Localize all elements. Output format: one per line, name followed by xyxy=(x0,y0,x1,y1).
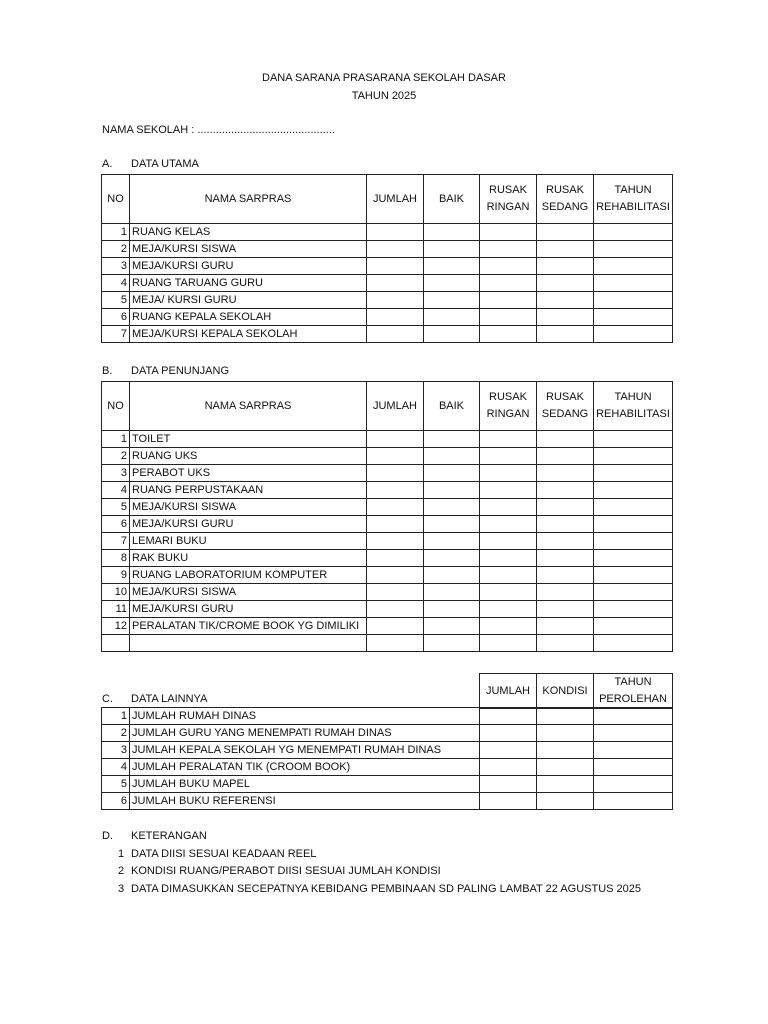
row-number: 5 xyxy=(102,776,130,793)
row-number: 7 xyxy=(102,326,130,343)
table-row xyxy=(102,448,673,465)
item-name: PERABOT UKS xyxy=(130,465,367,482)
table-row xyxy=(102,618,673,635)
rusak-ringan-cell[interactable] xyxy=(480,533,537,550)
jumlah-cell[interactable] xyxy=(480,759,537,776)
item-name: JUMLAH PERALATAN TIK (CROOM BOOK) xyxy=(130,759,480,776)
row-number: 12 xyxy=(102,618,130,635)
tahun-rehabilitasi-cell[interactable] xyxy=(594,309,673,326)
tahun-rehabilitasi-cell[interactable] xyxy=(594,601,673,618)
baik-cell[interactable] xyxy=(424,567,480,584)
table-row xyxy=(102,793,673,810)
item-name: JUMLAH BUKU MAPEL xyxy=(130,776,480,793)
rusak-ringan-cell[interactable] xyxy=(480,601,537,618)
table-row xyxy=(102,550,673,567)
data-utama-table xyxy=(101,174,673,343)
rusak-ringan-cell[interactable] xyxy=(480,618,537,635)
rusak-ringan-cell[interactable] xyxy=(480,550,537,567)
tahun-rehabilitasi-cell[interactable] xyxy=(594,431,673,448)
table-row xyxy=(102,326,673,343)
item-name: RAK BUKU xyxy=(130,550,367,567)
kondisi-cell[interactable] xyxy=(537,708,594,725)
data-lainnya-header xyxy=(479,673,673,709)
jumlah-cell[interactable] xyxy=(480,776,537,793)
rusak-ringan-cell[interactable] xyxy=(480,431,537,448)
baik-cell[interactable] xyxy=(424,601,480,618)
tahun-perolehan-cell[interactable] xyxy=(594,759,673,776)
jumlah-cell[interactable] xyxy=(367,567,424,584)
tahun-rehabilitasi-cell[interactable] xyxy=(594,465,673,482)
rusak-ringan-cell[interactable] xyxy=(480,258,537,275)
rusak-sedang-cell[interactable] xyxy=(537,309,594,326)
baik-cell[interactable] xyxy=(424,550,480,567)
table-row xyxy=(102,759,673,776)
row-number: 1 xyxy=(102,224,130,241)
table-row xyxy=(102,499,673,516)
data-lainnya-table xyxy=(101,707,673,810)
row-number: 4 xyxy=(102,275,130,292)
table-row xyxy=(102,601,673,618)
rusak-sedang-cell[interactable] xyxy=(537,550,594,567)
jumlah-cell[interactable] xyxy=(367,550,424,567)
table-row xyxy=(102,482,673,499)
item-name xyxy=(130,635,367,652)
jumlah-cell[interactable] xyxy=(367,448,424,465)
item-name: MEJA/KURSI GURU xyxy=(130,516,367,533)
row-number: 3 xyxy=(102,465,130,482)
rusak-ringan-cell[interactable] xyxy=(480,292,537,309)
item-name: RUANG KELAS xyxy=(130,224,367,241)
item-name: JUMLAH RUMAH DINAS xyxy=(130,708,480,725)
item-name: TOILET xyxy=(130,431,367,448)
row-number: 2 xyxy=(102,448,130,465)
section-b-title: DATA PENUNJANG xyxy=(131,365,229,377)
col-rusak-ringan: RUSAK RINGAN xyxy=(480,175,537,224)
table-row xyxy=(102,292,673,309)
tahun-rehabilitasi-cell[interactable] xyxy=(594,275,673,292)
kondisi-cell[interactable] xyxy=(537,776,594,793)
tahun-perolehan-cell[interactable] xyxy=(594,793,673,810)
rusak-sedang-cell[interactable] xyxy=(537,635,594,652)
item-name: RUANG UKS xyxy=(130,448,367,465)
jumlah-cell[interactable] xyxy=(367,326,424,343)
baik-cell[interactable] xyxy=(424,465,480,482)
jumlah-cell[interactable] xyxy=(367,275,424,292)
col-tahun-rehabilitasi: TAHUN REHABILITASI xyxy=(594,175,673,224)
item-name: JUMLAH BUKU REFERENSI xyxy=(130,793,480,810)
baik-cell[interactable] xyxy=(424,499,480,516)
jumlah-cell[interactable] xyxy=(367,499,424,516)
jumlah-cell[interactable] xyxy=(367,635,424,652)
jumlah-cell[interactable] xyxy=(367,618,424,635)
col-baik: BAIK xyxy=(424,382,480,431)
jumlah-cell[interactable] xyxy=(367,224,424,241)
rusak-ringan-cell[interactable] xyxy=(480,448,537,465)
baik-cell[interactable] xyxy=(424,618,480,635)
row-number: 9 xyxy=(102,567,130,584)
kondisi-cell[interactable] xyxy=(537,725,594,742)
item-name: MEJA/KURSI GURU xyxy=(130,601,367,618)
jumlah-cell[interactable] xyxy=(367,431,424,448)
row-number: 1 xyxy=(102,431,130,448)
item-name: PERALATAN TIK/CROME BOOK YG DIMILIKI xyxy=(130,618,367,635)
col-nama-sarpras: NAMA SARPRAS xyxy=(130,175,367,224)
item-name: MEJA/KURSI SISWA xyxy=(130,584,367,601)
baik-cell[interactable] xyxy=(424,533,480,550)
data-penunjang-table xyxy=(101,381,673,652)
row-number: 8 xyxy=(102,550,130,567)
row-number: 6 xyxy=(102,516,130,533)
table-header-row xyxy=(102,382,673,431)
table-row xyxy=(102,275,673,292)
col-no: NO xyxy=(102,382,130,431)
tahun-perolehan-cell[interactable] xyxy=(594,725,673,742)
col-tahun-rehabilitasi: TAHUN REHABILITASI xyxy=(594,382,673,431)
tahun-rehabilitasi-cell[interactable] xyxy=(594,533,673,550)
rusak-sedang-cell[interactable] xyxy=(537,431,594,448)
row-number: 1 xyxy=(102,708,130,725)
item-name: RUANG LABORATORIUM KOMPUTER xyxy=(130,567,367,584)
item-name: JUMLAH KEPALA SEKOLAH YG MENEMPATI RUMAH DINAS xyxy=(130,742,480,759)
rusak-ringan-cell[interactable] xyxy=(480,482,537,499)
rusak-sedang-cell[interactable] xyxy=(537,533,594,550)
jumlah-cell[interactable] xyxy=(367,516,424,533)
col-tahun-perolehan: TAHUN PEROLEHAN xyxy=(594,674,673,709)
rusak-ringan-cell[interactable] xyxy=(480,635,537,652)
document-title: DANA SARANA PRASARANA SEKOLAH DASAR xyxy=(262,72,506,84)
row-number: 2 xyxy=(102,241,130,258)
col-rusak-ringan: RUSAK RINGAN xyxy=(480,382,537,431)
table-row xyxy=(102,725,673,742)
baik-cell[interactable] xyxy=(424,309,480,326)
row-number: 6 xyxy=(102,309,130,326)
tahun-rehabilitasi-cell[interactable] xyxy=(594,224,673,241)
tahun-rehabilitasi-cell[interactable] xyxy=(594,258,673,275)
table-row xyxy=(102,742,673,759)
col-jumlah: JUMLAH xyxy=(367,382,424,431)
rusak-sedang-cell[interactable] xyxy=(537,499,594,516)
tahun-perolehan-cell[interactable] xyxy=(594,776,673,793)
item-name: RUANG PERPUSTAKAAN xyxy=(130,482,367,499)
section-a-title: DATA UTAMA xyxy=(131,158,199,170)
rusak-sedang-cell[interactable] xyxy=(537,224,594,241)
rusak-ringan-cell[interactable] xyxy=(480,465,537,482)
item-name: MEJA/KURSI SISWA xyxy=(130,499,367,516)
jumlah-cell[interactable] xyxy=(367,309,424,326)
item-name: MEJA/ KURSI GURU xyxy=(130,292,367,309)
baik-cell[interactable] xyxy=(424,258,480,275)
rusak-sedang-cell[interactable] xyxy=(537,241,594,258)
row-number: 5 xyxy=(102,292,130,309)
table-row xyxy=(102,635,673,652)
jumlah-cell[interactable] xyxy=(367,292,424,309)
table-row xyxy=(102,776,673,793)
rusak-ringan-cell[interactable] xyxy=(480,584,537,601)
row-number: 2 xyxy=(102,725,130,742)
item-name: MEJA/KURSI KEPALA SEKOLAH xyxy=(130,326,367,343)
row-number: 7 xyxy=(102,533,130,550)
col-kondisi: KONDISI xyxy=(537,674,594,709)
note-text: DATA DIISI SESUAI KEADAAN REEL xyxy=(131,848,317,860)
jumlah-cell[interactable] xyxy=(367,584,424,601)
tahun-rehabilitasi-cell[interactable] xyxy=(594,567,673,584)
table-row xyxy=(102,533,673,550)
rusak-sedang-cell[interactable] xyxy=(537,516,594,533)
row-number: 11 xyxy=(102,601,130,618)
jumlah-cell[interactable] xyxy=(480,793,537,810)
table-row xyxy=(102,241,673,258)
table-row xyxy=(102,708,673,725)
row-number: 10 xyxy=(102,584,130,601)
col-rusak-sedang: RUSAK SEDANG xyxy=(537,175,594,224)
tahun-rehabilitasi-cell[interactable] xyxy=(594,499,673,516)
section-d-title: KETERANGAN xyxy=(131,830,207,842)
item-name: JUMLAH GURU YANG MENEMPATI RUMAH DINAS xyxy=(130,725,480,742)
rusak-sedang-cell[interactable] xyxy=(537,465,594,482)
baik-cell[interactable] xyxy=(424,584,480,601)
rusak-ringan-cell[interactable] xyxy=(480,326,537,343)
baik-cell[interactable] xyxy=(424,326,480,343)
baik-cell[interactable] xyxy=(424,516,480,533)
section-c-letter: C. xyxy=(102,693,113,705)
col-jumlah: JUMLAH xyxy=(367,175,424,224)
table-row xyxy=(102,309,673,326)
tahun-rehabilitasi-cell[interactable] xyxy=(594,292,673,309)
col-nama-sarpras: NAMA SARPRAS xyxy=(130,382,367,431)
col-baik: BAIK xyxy=(424,175,480,224)
tahun-rehabilitasi-cell[interactable] xyxy=(594,584,673,601)
jumlah-cell[interactable] xyxy=(367,601,424,618)
kondisi-cell[interactable] xyxy=(537,742,594,759)
table-row xyxy=(102,465,673,482)
rusak-sedang-cell[interactable] xyxy=(537,618,594,635)
jumlah-cell[interactable] xyxy=(367,482,424,499)
tahun-perolehan-cell[interactable] xyxy=(594,708,673,725)
section-c-title: DATA LAINNYA xyxy=(131,693,208,705)
rusak-sedang-cell[interactable] xyxy=(537,292,594,309)
jumlah-cell[interactable] xyxy=(480,742,537,759)
col-jumlah: JUMLAH xyxy=(480,674,537,709)
baik-cell[interactable] xyxy=(424,635,480,652)
school-name-field[interactable]: NAMA SEKOLAH : ............................................. xyxy=(102,124,335,136)
item-name: RUANG TARUANG GURU xyxy=(130,275,367,292)
table-row xyxy=(102,431,673,448)
tahun-rehabilitasi-cell[interactable] xyxy=(594,482,673,499)
row-number: 4 xyxy=(102,759,130,776)
tahun-rehabilitasi-cell[interactable] xyxy=(594,550,673,567)
rusak-ringan-cell[interactable] xyxy=(480,241,537,258)
rusak-sedang-cell[interactable] xyxy=(537,567,594,584)
section-b-letter: B. xyxy=(102,365,113,377)
table-row xyxy=(102,224,673,241)
rusak-ringan-cell[interactable] xyxy=(480,275,537,292)
item-name: MEJA/KURSI SISWA xyxy=(130,241,367,258)
item-name: RUANG KEPALA SEKOLAH xyxy=(130,309,367,326)
baik-cell[interactable] xyxy=(424,241,480,258)
section-d-letter: D. xyxy=(102,830,113,842)
baik-cell[interactable] xyxy=(424,292,480,309)
note-number: 1 xyxy=(118,848,125,860)
rusak-ringan-cell[interactable] xyxy=(480,567,537,584)
jumlah-cell[interactable] xyxy=(367,465,424,482)
item-name: LEMARI BUKU xyxy=(130,533,367,550)
col-rusak-sedang: RUSAK SEDANG xyxy=(537,382,594,431)
note-number: 2 xyxy=(118,865,125,878)
rusak-sedang-cell[interactable] xyxy=(537,584,594,601)
rusak-sedang-cell[interactable] xyxy=(537,482,594,499)
table-header-row xyxy=(102,175,673,224)
row-number: 3 xyxy=(102,742,130,759)
tahun-perolehan-cell[interactable] xyxy=(594,742,673,759)
jumlah-cell[interactable] xyxy=(367,241,424,258)
tahun-rehabilitasi-cell[interactable] xyxy=(594,326,673,343)
jumlah-cell[interactable] xyxy=(367,258,424,275)
row-number xyxy=(102,635,130,652)
note-text: DATA DIMASUKKAN SECEPATNYA KEBIDANG PEMBINAAN SD PALING LAMBAT 22 AGUSTUS 2025 xyxy=(131,882,642,895)
baik-cell[interactable] xyxy=(424,431,480,448)
tahun-rehabilitasi-cell[interactable] xyxy=(594,618,673,635)
baik-cell[interactable] xyxy=(424,275,480,292)
rusak-sedang-cell[interactable] xyxy=(537,601,594,618)
kondisi-cell[interactable] xyxy=(537,759,594,776)
baik-cell[interactable] xyxy=(424,482,480,499)
rusak-sedang-cell[interactable] xyxy=(537,326,594,343)
row-number: 3 xyxy=(102,258,130,275)
rusak-ringan-cell[interactable] xyxy=(480,309,537,326)
item-name: MEJA/KURSI GURU xyxy=(130,258,367,275)
jumlah-cell[interactable] xyxy=(367,533,424,550)
note-text: KONDISI RUANG/PERABOT DIISI SESUAI JUMLAH KONDISI xyxy=(131,865,441,878)
rusak-ringan-cell[interactable] xyxy=(480,224,537,241)
col-no: NO xyxy=(102,175,130,224)
baik-cell[interactable] xyxy=(424,448,480,465)
table-row xyxy=(102,258,673,275)
rusak-ringan-cell[interactable] xyxy=(480,516,537,533)
row-number: 4 xyxy=(102,482,130,499)
jumlah-cell[interactable] xyxy=(480,725,537,742)
note-number: 3 xyxy=(118,882,125,895)
rusak-sedang-cell[interactable] xyxy=(537,258,594,275)
table-row xyxy=(102,516,673,533)
rusak-sedang-cell[interactable] xyxy=(537,275,594,292)
baik-cell[interactable] xyxy=(424,224,480,241)
tahun-rehabilitasi-cell[interactable] xyxy=(594,635,673,652)
section-a-letter: A. xyxy=(102,158,113,170)
tahun-rehabilitasi-cell[interactable] xyxy=(594,516,673,533)
tahun-rehabilitasi-cell[interactable] xyxy=(594,448,673,465)
tahun-rehabilitasi-cell[interactable] xyxy=(594,241,673,258)
document-year: TAHUN 2025 xyxy=(351,90,417,102)
table-row xyxy=(102,584,673,601)
kondisi-cell[interactable] xyxy=(537,793,594,810)
row-number: 5 xyxy=(102,499,130,516)
jumlah-cell[interactable] xyxy=(480,708,537,725)
rusak-ringan-cell[interactable] xyxy=(480,499,537,516)
row-number: 6 xyxy=(102,793,130,810)
table-row xyxy=(102,567,673,584)
rusak-sedang-cell[interactable] xyxy=(537,448,594,465)
